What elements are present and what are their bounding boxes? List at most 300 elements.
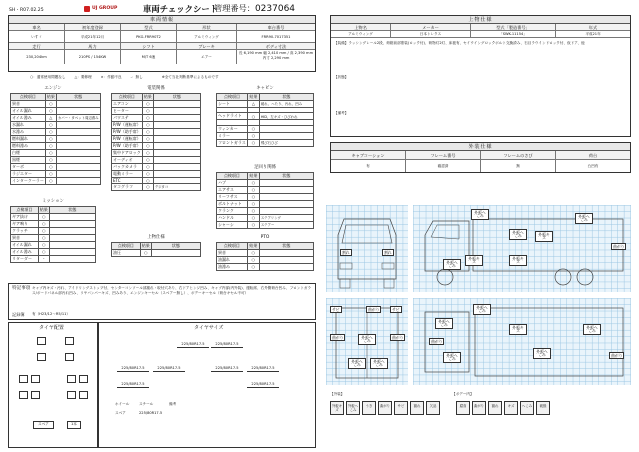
- item-label: 燃料漏れ: [11, 135, 46, 142]
- table-row: [11, 156, 101, 163]
- corner-bend-label: 曲がり: [613, 243, 625, 249]
- item-label: ヒーター: [112, 107, 143, 114]
- tire-spare-label: スペア: [33, 421, 54, 429]
- item-label: ギア鳴り: [11, 220, 39, 227]
- item-label: P/W（助手席）: [113, 128, 141, 134]
- result-mark: ○: [38, 241, 49, 248]
- mission-table: [10, 200, 96, 263]
- item-label: P/W（助手席）: [113, 142, 141, 148]
- upper-spec-head: 型式「製造番号」: [471, 24, 556, 31]
- result-mark: ○: [140, 249, 151, 256]
- condition-note: [259, 186, 313, 193]
- item-label: ミラー: [217, 132, 248, 139]
- column-header: 結果: [249, 242, 258, 248]
- engine-grid: [10, 93, 101, 185]
- item-label: 水滲み: [11, 128, 46, 135]
- exterior-dent-label: 外板へこみ: [509, 229, 527, 240]
- column-header: 状態: [151, 242, 200, 249]
- upper-spec-equipment: 【装備】ラッシングレール2段、荷箱前部塗装(ロック付)、荷物灯2灯、床板有、セイウイングロックボルト交換済み、石目ラウインドロック付、仮ドア、他: [334, 41, 585, 45]
- table-row: [112, 100, 201, 107]
- table-row: [217, 186, 314, 193]
- item-label: ウィンカー: [217, 125, 248, 132]
- result-mark: ○: [247, 214, 259, 221]
- condition-note: [153, 107, 200, 114]
- upper-spec-head: 上物名: [331, 24, 391, 31]
- damage-diagram-side: [413, 205, 631, 292]
- item-label: P/W（運転席）: [113, 121, 141, 127]
- management-value: 0237064: [254, 4, 296, 14]
- result-mark: ○: [45, 100, 56, 107]
- tire-position-box: [65, 337, 74, 345]
- table-row: [217, 179, 314, 186]
- tire-position-box: [67, 391, 76, 399]
- result-mark: ○: [247, 193, 259, 200]
- column-header: 点検項目: [112, 242, 141, 249]
- result-mark: ○: [45, 163, 56, 170]
- upper-spec-condition: 【状態】: [334, 75, 349, 79]
- result-mark: ○: [142, 107, 153, 114]
- vehicle-val: PKG-FRR90T2: [121, 31, 177, 43]
- exterior-spec-section: [330, 142, 631, 173]
- table-header-row: [217, 172, 314, 179]
- column-header: 点検項目: [11, 206, 39, 213]
- condition-note: [153, 170, 200, 177]
- tire-size-value: 225/80R17.5: [117, 367, 149, 372]
- wheel-value: スチール: [139, 402, 154, 406]
- item-label: 油滲み: [217, 263, 248, 270]
- chassis-title: 足回り関係: [254, 165, 276, 170]
- vehicle-val: いすゞ: [9, 31, 65, 43]
- column-header: 点検項目: [217, 242, 248, 249]
- column-header: 状態: [49, 206, 95, 213]
- tire-spare-size-label: スペア: [115, 411, 126, 415]
- exterior-spec-val: 有: [331, 160, 406, 172]
- exterior-dent-label: 外板へこみ: [358, 334, 376, 345]
- result-mark: ○: [142, 128, 153, 135]
- column-header: 状態: [259, 242, 313, 249]
- table-row: [217, 221, 314, 228]
- condition-note: 飛び石ひび: [259, 139, 313, 146]
- exterior-dent-label: 外板へこみ: [575, 213, 593, 224]
- item-label: オイル漏れ: [11, 241, 39, 248]
- tire-size-value: 225/80R17.5: [211, 367, 243, 372]
- result-mark: ○: [45, 170, 56, 177]
- exterior-scratch-label: 外板キズ: [465, 255, 483, 266]
- body-legend-icon: へこみ: [520, 401, 534, 415]
- item-label: エアコン: [112, 100, 143, 107]
- result-mark: ○: [247, 125, 259, 132]
- result-mark: ○: [142, 114, 153, 121]
- truck-side-outline-icon: [413, 205, 631, 292]
- pto-grid: [216, 242, 314, 271]
- exterior-dent-label: 外板へこみ: [443, 352, 461, 363]
- item-label: ボルトナット: [217, 200, 248, 207]
- item-label: 黒煙: [11, 156, 46, 163]
- condition-note: [153, 142, 200, 149]
- result-mark: ○: [247, 207, 259, 214]
- exterior-spec-head: フレーム番号: [406, 151, 481, 160]
- item-label: ラジエター: [11, 170, 46, 177]
- column-header: 結果: [143, 93, 152, 99]
- result-mark: ○: [45, 121, 56, 128]
- condition-note: [56, 142, 100, 149]
- upper-title: 上物仕様: [147, 235, 165, 240]
- condition-note: [153, 135, 200, 142]
- table-row: [11, 135, 101, 142]
- table-row: [112, 156, 201, 163]
- vehicle-row1-vals: [9, 31, 315, 43]
- condition-note: [259, 263, 313, 270]
- item-label: バックカメラ: [112, 163, 143, 170]
- table-row: [11, 163, 101, 170]
- exterior-dent-label: 外板へこみ: [435, 318, 453, 329]
- condition-note: [56, 100, 100, 107]
- rust-label: サビ: [332, 306, 340, 312]
- item-label: 集中ドアロック: [113, 149, 141, 155]
- upper-spec-vals: [331, 31, 630, 38]
- record-book-value: 有（H23/12〜R5/11）: [32, 312, 71, 316]
- result-mark: ○: [45, 156, 56, 163]
- vehicle-row2-heads: [9, 43, 315, 50]
- condition-note: [56, 156, 100, 163]
- condition-note: [259, 249, 313, 256]
- result-mark: ○: [142, 135, 153, 142]
- vehicle-row1-heads: [9, 24, 315, 31]
- result-mark: ○: [247, 139, 259, 146]
- condition-note: [259, 132, 313, 139]
- column-header: 点検項目: [217, 93, 248, 100]
- legend-item: ×：作動不良: [100, 75, 122, 79]
- column-header: 結果: [39, 206, 48, 212]
- result-mark: ○: [247, 132, 259, 139]
- exterior-spec-vals: [331, 160, 630, 172]
- mission-grid: [10, 206, 96, 263]
- legend-item: ○：通常使用問題なし: [30, 75, 66, 79]
- table-row: [217, 139, 314, 146]
- result-mark: ○: [45, 142, 56, 149]
- item-label: シャーシ: [217, 221, 248, 228]
- tire-spare-size: 225/80R17.5: [139, 411, 163, 415]
- corner-bend-label: 曲がり: [332, 334, 344, 340]
- tire-layout-section: [8, 322, 98, 448]
- table-row: [11, 220, 96, 227]
- page-title: 車両チェックシート: [143, 4, 219, 14]
- table-row: [11, 213, 96, 220]
- result-mark: ○: [45, 177, 56, 184]
- table-header-row: [11, 93, 101, 100]
- table-row: [11, 107, 101, 114]
- condition-note: [56, 121, 100, 128]
- tire-position-box: [37, 337, 46, 345]
- result-mark: ○: [38, 213, 49, 220]
- result-mark: ○: [247, 186, 259, 193]
- vehicle-val: FRR90-7017351: [237, 31, 315, 43]
- condition-note: [259, 193, 313, 200]
- condition-note: [153, 149, 200, 156]
- pto-title: PTO: [260, 235, 270, 240]
- item-label: フロントガラス: [218, 139, 246, 145]
- condition-note: [49, 248, 95, 255]
- exterior-legend-icon: 欠品: [426, 401, 440, 415]
- exterior-dent-label: 外板へこみ: [533, 348, 551, 359]
- exterior-spec-title: 外装仕様: [331, 143, 630, 151]
- body-legend-icon: キズ: [504, 401, 518, 415]
- pto-table: [216, 236, 314, 271]
- column-header: 状態: [259, 93, 313, 100]
- vehicle-head: 初年度登録: [65, 24, 121, 31]
- item-label: リターダー: [11, 255, 39, 262]
- vehicle-head: 車台番号: [237, 24, 315, 31]
- table-row: [217, 263, 314, 270]
- table-header-row: [112, 242, 201, 249]
- legend-body-title: 【ボデー内】: [452, 392, 474, 396]
- table-header-row: [217, 93, 314, 100]
- vehicle-val: 210PS / 154KW: [65, 50, 121, 64]
- table-row: [112, 121, 201, 128]
- exterior-spec-head: キャブコーション: [331, 151, 406, 160]
- result-mark: ○: [142, 121, 153, 128]
- condition-note: [56, 177, 100, 184]
- exterior-spec-val: 無: [481, 160, 556, 172]
- brand-mark-icon: [84, 6, 90, 12]
- condition-note: カバー・タペット周辺滲み: [57, 116, 99, 121]
- result-mark: ○: [247, 263, 259, 270]
- result-mark: ○: [142, 183, 153, 190]
- tire-size-value: 225/80R17.5: [247, 367, 279, 372]
- exterior-dent-label: 外板へこみ: [583, 324, 601, 335]
- result-mark: ○: [247, 256, 259, 263]
- item-label: オーディオ: [112, 156, 143, 163]
- tire-position-box: [79, 391, 88, 399]
- result-mark: ○: [247, 249, 259, 256]
- exterior-dent-label: 外板へこみ: [471, 209, 489, 220]
- table-row: [217, 132, 314, 139]
- tire-position-box: [37, 353, 46, 361]
- tire-position-box: [31, 375, 40, 383]
- vehicle-head: 馬力: [65, 43, 121, 50]
- column-header: 状態: [259, 172, 313, 179]
- body-legend-icon: 腐食: [456, 401, 470, 415]
- item-label: 水漏れ: [11, 121, 46, 128]
- chassis-table: [216, 166, 314, 229]
- electric-title: 電装関係: [147, 86, 165, 91]
- tire-size-section: [98, 322, 316, 448]
- vehicle-head: 形状: [177, 24, 237, 31]
- management-label: 管理番号：: [214, 3, 255, 13]
- condition-note: デジタコ: [153, 183, 200, 190]
- tire-spare-count: 1本: [67, 421, 81, 429]
- vehicle-info-section: [8, 15, 316, 72]
- item-label: オイル漏れ: [11, 107, 46, 114]
- result-mark: ○: [45, 107, 56, 114]
- table-row: [11, 142, 101, 149]
- table-row: [217, 249, 314, 256]
- table-header-row: [112, 93, 201, 100]
- upper-table: [111, 236, 201, 257]
- vehicle-head: ボディ寸法: [237, 43, 315, 50]
- exterior-legend-icon: 外板へこみ: [346, 401, 360, 415]
- column-header: 状態: [153, 93, 200, 100]
- body-legend-icon: 破損: [536, 401, 550, 415]
- tire-size-value: 225/80R17.5: [247, 383, 279, 388]
- tire-size-value: 225/80R17.5: [117, 383, 149, 388]
- item-label: ハブ: [217, 179, 248, 186]
- exterior-scratch-label: 外板キズ: [535, 231, 553, 242]
- table-row: [112, 183, 201, 190]
- condition-note: [153, 156, 200, 163]
- tire-size-value: 225/80R17.5: [211, 343, 243, 348]
- result-mark: ○: [142, 170, 153, 177]
- table-row: [217, 256, 314, 263]
- engine-title: エンジン: [44, 86, 62, 91]
- item-label: ターボ: [11, 163, 46, 170]
- item-label: P/W（運転席）: [113, 135, 141, 141]
- vehicle-head: 型式: [121, 24, 177, 31]
- table-row: [11, 234, 96, 241]
- result-mark: △: [45, 114, 56, 121]
- item-label: リーフサス: [217, 193, 248, 200]
- upper-spec-heads: [331, 24, 630, 31]
- result-mark: ○: [142, 100, 153, 107]
- result-mark: ○: [38, 248, 49, 255]
- damage-diagram-top: [413, 298, 631, 385]
- table-row: [112, 128, 201, 135]
- damage-crack-label: 割れ: [342, 249, 350, 255]
- condition-note: [49, 241, 95, 248]
- exterior-dent-label: 外板へこみ: [443, 259, 461, 270]
- item-label: オイル滲み: [11, 114, 46, 121]
- vehicle-val: 長 6,190 mm 幅 2,410 mm / 高 2,390 mm 内寸 2,290 mm: [238, 51, 314, 60]
- exterior-legend-icon: 割れ: [410, 401, 424, 415]
- upper-spec-val: アルミウィング: [331, 31, 391, 38]
- condition-note: HID、左キズ・ひびわれ: [259, 113, 313, 120]
- legend-item: △：要修理: [74, 75, 92, 79]
- table-row: [217, 214, 314, 221]
- legend: [30, 76, 219, 80]
- upper-spec-section: [330, 15, 631, 137]
- item-label: 異音: [11, 234, 39, 241]
- table-row: [11, 170, 101, 177]
- legend-exterior-title: 【外装】: [330, 392, 345, 396]
- table-row: [11, 121, 101, 128]
- exterior-legend-icon: 曲がり: [378, 401, 392, 415]
- vehicle-head: シフト: [121, 43, 177, 50]
- table-row: [11, 149, 101, 156]
- table-row: [11, 128, 101, 135]
- condition-note: [56, 128, 100, 135]
- table-header-row: [217, 242, 314, 249]
- table-row: [11, 255, 96, 262]
- table-row: [11, 114, 101, 121]
- column-header: 結果: [46, 93, 55, 99]
- condition-note: [49, 234, 95, 241]
- result-mark: ○: [45, 128, 56, 135]
- result-mark: ○: [45, 135, 56, 142]
- exterior-legend-icon: 外板キズ: [330, 401, 344, 415]
- result-mark: ○: [38, 227, 49, 234]
- result-mark: ○: [142, 177, 153, 183]
- corner-bend-label: 曲がり: [431, 338, 443, 344]
- cabin-table: [216, 87, 314, 147]
- item-label: 油漏れ: [217, 256, 248, 263]
- item-label: タコグラフ: [112, 183, 143, 190]
- condition-note: [56, 107, 100, 114]
- vehicle-head: ブレーキ: [177, 43, 237, 50]
- tire-size-title: タイヤサイズ: [194, 325, 224, 331]
- result-mark: △: [247, 100, 259, 107]
- mission-title: ミッション: [42, 199, 64, 204]
- exterior-spec-head: 荷台: [556, 151, 630, 160]
- rust-label: サビ: [392, 306, 400, 312]
- result-mark: ○: [38, 220, 49, 227]
- exterior-scratch-label: 外板キズ: [509, 324, 527, 335]
- tire-size-value: 225/80R17.5: [177, 343, 209, 348]
- table-row: [11, 248, 96, 255]
- truck-front-outline-icon: [326, 205, 408, 292]
- item-label: パワステ: [112, 114, 143, 121]
- exterior-scratch-label: 外板キズ: [509, 255, 527, 266]
- item-label: シート: [217, 100, 248, 107]
- result-mark: ○: [38, 234, 49, 241]
- condition-note: [153, 100, 200, 107]
- condition-note: [56, 135, 100, 142]
- corner-bend-label: 曲がり: [611, 352, 623, 358]
- condition-note: [56, 163, 100, 170]
- corner-bend-label: 曲がり: [368, 306, 380, 312]
- electric-grid: [111, 93, 201, 191]
- result-mark: ○: [247, 179, 259, 186]
- result-mark: -: [38, 255, 49, 262]
- table-row: [112, 114, 201, 121]
- table-row: [112, 149, 201, 156]
- truck-top-outline-icon: [413, 298, 631, 385]
- item-label: ヘッドライト: [217, 113, 248, 120]
- tire-layout-title: タイヤ配置: [39, 325, 64, 331]
- vehicle-val: 230,204km: [9, 50, 65, 64]
- condition-note: [151, 249, 200, 256]
- condition-note: 破れ、へたり、汚れ、凹み: [259, 100, 313, 107]
- condition-note: ステアリング: [259, 214, 313, 221]
- remarks-section: [8, 283, 316, 320]
- vehicle-val: アルミウィング: [177, 31, 237, 43]
- item-label: 異音: [11, 100, 46, 107]
- exterior-dent-label: 外板へこみ: [348, 358, 366, 369]
- upper-spec-title: 上物仕様: [331, 16, 630, 24]
- table-row: [11, 100, 101, 107]
- upper-spec-val: 「SWK-11154」: [471, 31, 556, 38]
- exterior-dent-label: 外板へこみ: [473, 304, 491, 315]
- vehicle-head: 車名: [9, 24, 65, 31]
- table-row: [217, 193, 314, 200]
- result-mark: ○: [142, 163, 153, 170]
- upper-spec-val: 平成21年: [556, 31, 630, 38]
- item-label: 燃料滲み: [11, 142, 46, 149]
- tire-position-box: [19, 391, 28, 399]
- condition-note: [259, 207, 313, 214]
- result-mark: ○: [142, 149, 153, 156]
- column-header: 結果: [249, 172, 258, 178]
- brand-logo: [84, 4, 124, 13]
- column-header: 点検項目: [112, 93, 143, 100]
- body-legend-icon: 割れ: [488, 401, 502, 415]
- upper-spec-remarks: 【備考】: [334, 111, 349, 115]
- vehicle-val: 平成21年12月: [65, 31, 121, 43]
- tire-position-box: [31, 391, 40, 399]
- condition-note: [153, 121, 200, 128]
- chassis-grid: [216, 172, 314, 229]
- doc-code: SH・R07.02.25: [9, 8, 44, 13]
- item-label: クラッチ: [11, 227, 39, 234]
